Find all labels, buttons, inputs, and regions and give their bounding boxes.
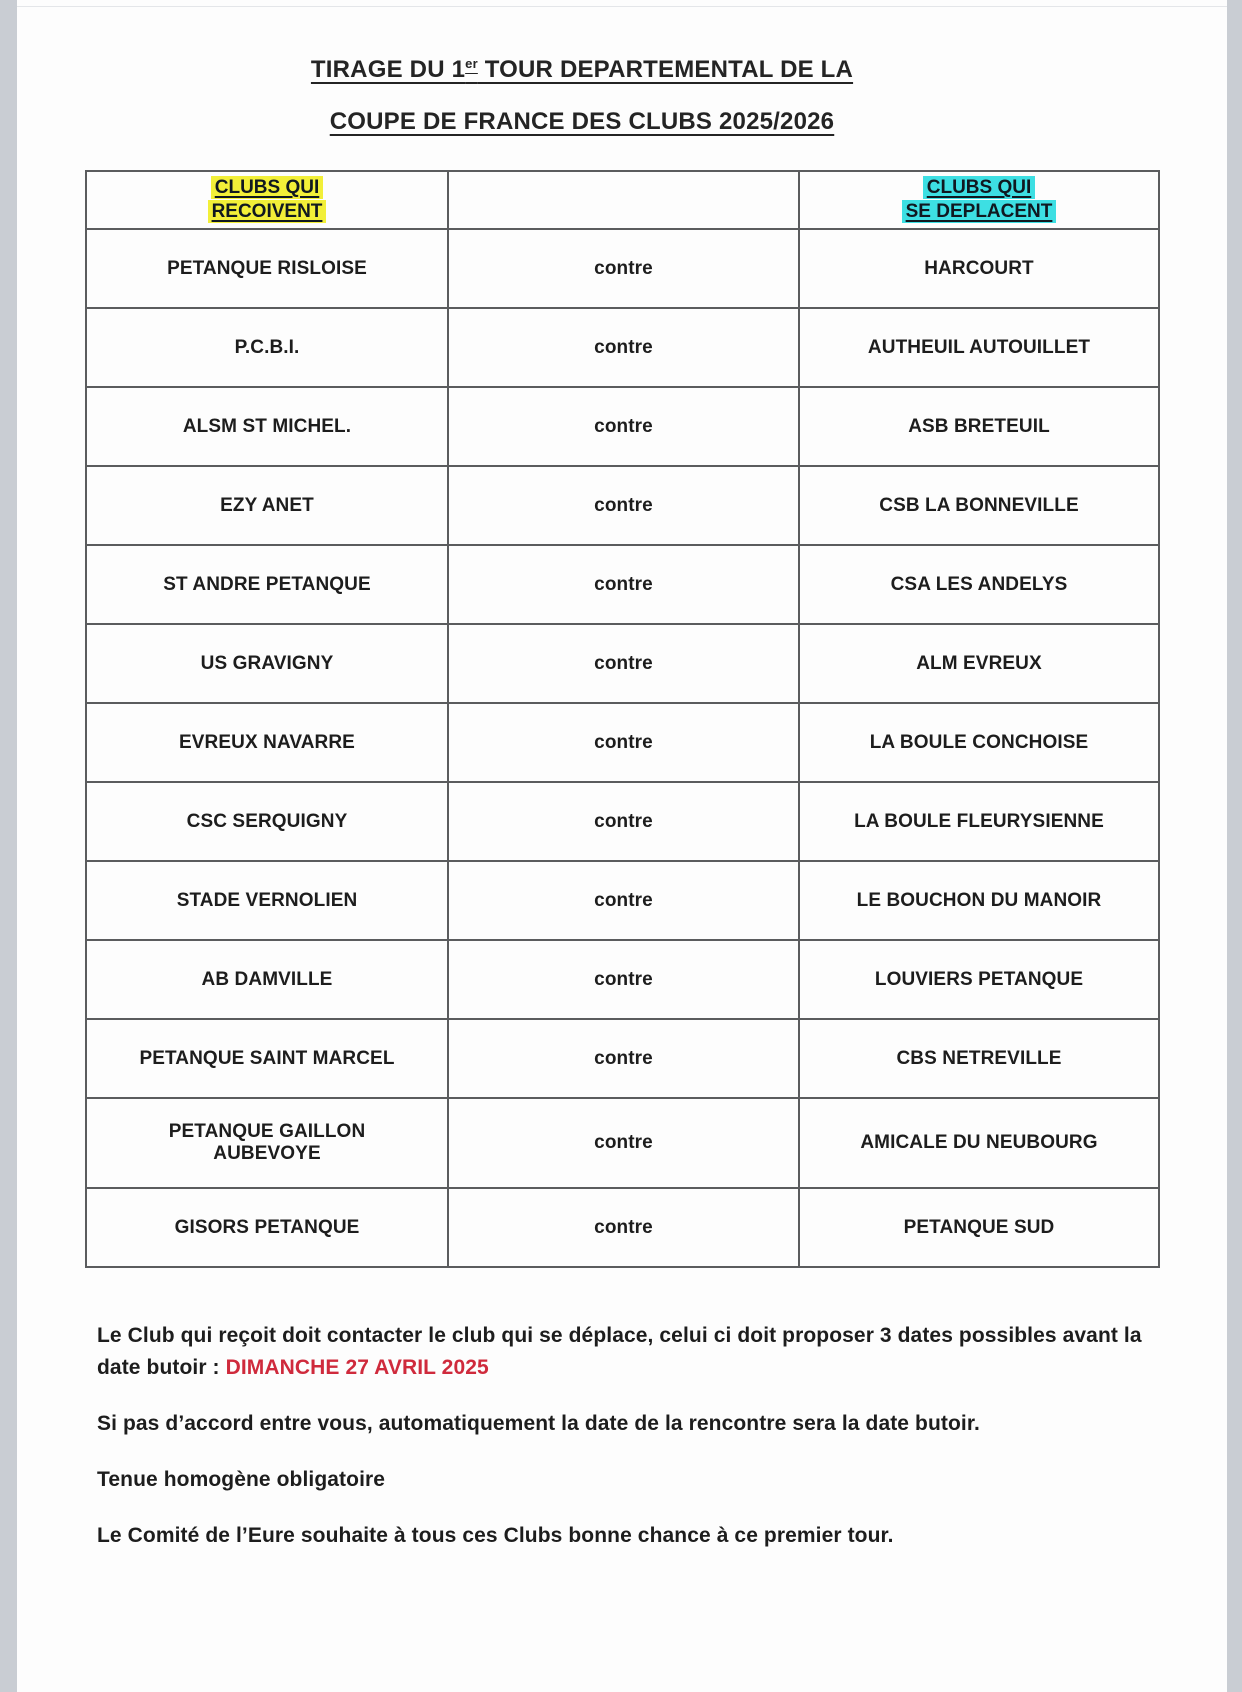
page-top-edge — [17, 6, 1227, 7]
home-club: P.C.B.I. — [86, 308, 448, 387]
table-row — [86, 940, 1159, 1019]
away-club: ALM EVREUX — [799, 624, 1159, 703]
away-club: CBS NETREVILLE — [799, 1019, 1159, 1098]
away-club: CSB LA BONNEVILLE — [799, 466, 1159, 545]
table-row — [86, 624, 1159, 703]
home-club: PETANQUE RISLOISE — [86, 229, 448, 308]
away-club: CSA LES ANDELYS — [799, 545, 1159, 624]
home-club: PETANQUE GAILLON AUBEVOYE — [86, 1098, 448, 1188]
versus-label: contre — [448, 861, 799, 940]
title-line-1-suffix: TOUR DEPARTEMENTAL DE LA — [477, 56, 854, 83]
away-club: AUTHEUIL AUTOUILLET — [799, 308, 1159, 387]
header-receiving-line2: RECOIVENT — [208, 200, 327, 223]
away-club: LE BOUCHON DU MANOIR — [799, 861, 1159, 940]
versus-label: contre — [448, 703, 799, 782]
home-club: ALSM ST MICHEL. — [86, 387, 448, 466]
title-line-1 — [17, 56, 1147, 84]
away-club: AMICALE DU NEUBOURG — [799, 1098, 1159, 1188]
title-line-1-superscript: er — [465, 56, 478, 71]
away-club: LOUVIERS PETANQUE — [799, 940, 1159, 1019]
header-traveling-line2: SE DEPLACENT — [902, 200, 1057, 223]
table-row — [86, 387, 1159, 466]
away-club: LA BOULE CONCHOISE — [799, 703, 1159, 782]
away-club: PETANQUE SUD — [799, 1188, 1159, 1267]
home-club: GISORS PETANQUE — [86, 1188, 448, 1267]
table-row — [86, 703, 1159, 782]
home-club: EVREUX NAVARRE — [86, 703, 448, 782]
versus-label: contre — [448, 624, 799, 703]
versus-label: contre — [448, 1098, 799, 1188]
home-club: ST ANDRE PETANQUE — [86, 545, 448, 624]
note-contact-rule — [97, 1320, 1157, 1384]
note-good-luck: Le Comité de l’Eure souhaite à tous ces Clubs bonne chance à ce premier tour. — [97, 1524, 894, 1547]
header-traveling-line1: CLUBS QUI — [923, 176, 1036, 199]
document-page — [17, 0, 1227, 1692]
away-club: HARCOURT — [799, 229, 1159, 308]
title-line-1-prefix: TIRAGE DU 1 — [310, 56, 466, 83]
home-club: AB DAMVILLE — [86, 940, 448, 1019]
table-row — [86, 466, 1159, 545]
versus-label: contre — [448, 1019, 799, 1098]
home-club: EZY ANET — [86, 466, 448, 545]
table-row — [86, 545, 1159, 624]
home-club: US GRAVIGNY — [86, 624, 448, 703]
title-block — [17, 56, 1147, 136]
notes-section — [97, 1320, 1157, 1552]
versus-label: contre — [448, 1188, 799, 1267]
table-row — [86, 229, 1159, 308]
header-clubs-traveling — [799, 171, 1159, 229]
draw-table — [85, 170, 1160, 1268]
away-club: LA BOULE FLEURYSIENNE — [799, 782, 1159, 861]
table-row — [86, 861, 1159, 940]
header-clubs-receiving — [86, 171, 448, 229]
home-club: STADE VERNOLIEN — [86, 861, 448, 940]
note-contact-text: Le Club qui reçoit doit contacter le club qui se déplace, celui ci doit proposer 3 dates possibles avant la date butoir : — [97, 1324, 1142, 1379]
home-club: PETANQUE SAINT MARCEL — [86, 1019, 448, 1098]
versus-label: contre — [448, 387, 799, 466]
versus-label: contre — [448, 466, 799, 545]
versus-label: contre — [448, 545, 799, 624]
table-row — [86, 1098, 1159, 1188]
away-club: ASB BRETEUIL — [799, 387, 1159, 466]
table-row — [86, 1188, 1159, 1267]
note-dress-code: Tenue homogène obligatoire — [97, 1468, 386, 1491]
header-receiving-line1: CLUBS QUI — [211, 176, 324, 199]
versus-label: contre — [448, 308, 799, 387]
versus-label: contre — [448, 782, 799, 861]
title-line-2: COUPE DE FRANCE DES CLUBS 2025/2026 — [329, 108, 835, 135]
versus-label: contre — [448, 229, 799, 308]
versus-label: contre — [448, 940, 799, 1019]
header-empty-cell — [448, 171, 799, 229]
table-row — [86, 308, 1159, 387]
table-row — [86, 1019, 1159, 1098]
deadline-date: DIMANCHE 27 AVRIL 2025 — [225, 1356, 489, 1379]
note-default-date: Si pas d’accord entre vous, automatiquement la date de la rencontre sera la date butoir. — [97, 1412, 980, 1435]
table-header-row — [86, 171, 1159, 229]
home-club: CSC SERQUIGNY — [86, 782, 448, 861]
table-row — [86, 782, 1159, 861]
